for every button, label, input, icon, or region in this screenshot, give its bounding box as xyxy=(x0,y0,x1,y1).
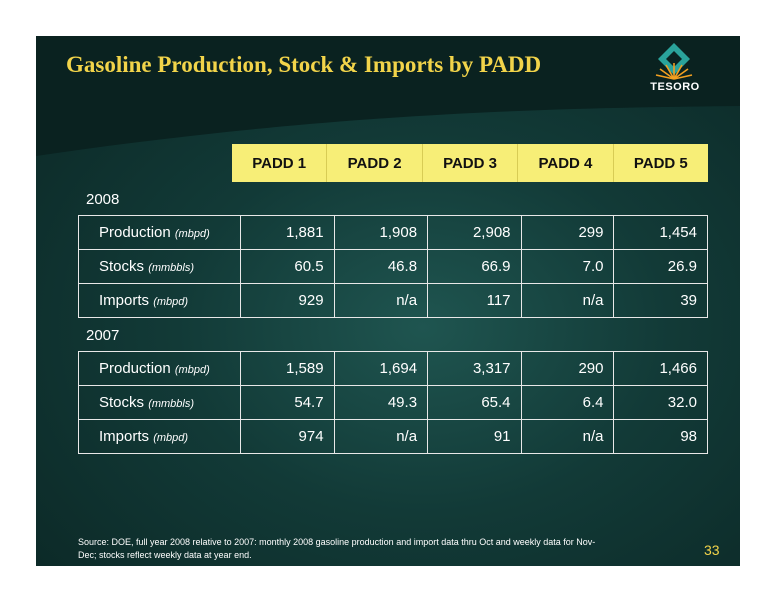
table-cell: 1,454 xyxy=(614,216,708,250)
table-cell: 6.4 xyxy=(521,386,614,420)
row-label xyxy=(79,420,241,454)
table-cell: 32.0 xyxy=(614,386,708,420)
row-unit: (mbpd) xyxy=(174,364,210,376)
table-cell: 54.7 xyxy=(241,386,334,420)
slide xyxy=(36,36,740,566)
table-cell: 91 xyxy=(428,420,521,454)
table-cell: 46.8 xyxy=(334,250,427,284)
table-cell: 1,589 xyxy=(241,352,334,386)
table-cell: n/a xyxy=(334,420,427,454)
table-row xyxy=(79,420,708,454)
table-cell: 1,694 xyxy=(334,352,427,386)
source-note: Source: DOE, full year 2008 relative to 2007: monthly 2008 gasoline production and import data thru Oct and weekly data for Nov-Dec; stocks reflect weekly data at year end. xyxy=(78,537,596,560)
table-cell: 1,466 xyxy=(614,352,708,386)
table-cell: 26.9 xyxy=(614,250,708,284)
row-label-text: Stocks xyxy=(99,258,145,275)
row-unit: (mbpd) xyxy=(153,296,189,308)
table-cell: 1,908 xyxy=(334,216,427,250)
year-label: 2007 xyxy=(86,327,120,344)
table-row xyxy=(79,216,708,250)
table-row xyxy=(79,284,708,318)
column-header: PADD 3 xyxy=(422,144,517,182)
row-label xyxy=(79,284,241,318)
row-label-text: Stocks xyxy=(99,394,145,411)
table-cell: 1,881 xyxy=(241,216,334,250)
column-header: PADD 5 xyxy=(613,144,708,182)
data-table-2007 xyxy=(78,351,708,454)
table-cell: n/a xyxy=(521,420,614,454)
year-label: 2008 xyxy=(86,191,120,208)
table-cell: n/a xyxy=(334,284,427,318)
table-row xyxy=(79,352,708,386)
row-label-text: Production xyxy=(99,360,171,377)
column-header: PADD 4 xyxy=(517,144,612,182)
row-label xyxy=(79,352,241,386)
table-cell: 299 xyxy=(521,216,614,250)
table-cell: 49.3 xyxy=(334,386,427,420)
row-label xyxy=(79,250,241,284)
row-label-text: Production xyxy=(99,224,171,241)
row-unit: (mbpd) xyxy=(174,228,210,240)
table-row xyxy=(79,250,708,284)
row-label-text: Imports xyxy=(99,428,150,445)
table-cell: 39 xyxy=(614,284,708,318)
table-row xyxy=(79,386,708,420)
row-unit: (mmbbls) xyxy=(148,398,195,410)
table-cell: 60.5 xyxy=(241,250,334,284)
row-label xyxy=(79,216,241,250)
row-unit: (mmbbls) xyxy=(148,262,195,274)
table-cell: 290 xyxy=(521,352,614,386)
table-cell: 65.4 xyxy=(428,386,521,420)
page-number: 33 xyxy=(704,542,720,558)
row-label-text: Imports xyxy=(99,292,150,309)
slide-title: Gasoline Production, Stock & Imports by PADD xyxy=(66,52,542,77)
table-cell: 929 xyxy=(241,284,334,318)
table-cell: 3,317 xyxy=(428,352,521,386)
column-header: PADD 1 xyxy=(252,154,307,172)
table-cell: 7.0 xyxy=(521,250,614,284)
logo-text: TESORO xyxy=(650,81,700,93)
data-table-2008 xyxy=(78,215,708,318)
row-label xyxy=(79,386,241,420)
table-cell: 2,908 xyxy=(428,216,521,250)
table-cell: n/a xyxy=(521,284,614,318)
table-cell: 974 xyxy=(241,420,334,454)
column-header-row xyxy=(232,144,708,182)
table-cell: 117 xyxy=(428,284,521,318)
row-unit: (mbpd) xyxy=(153,432,189,444)
table-cell: 98 xyxy=(614,420,708,454)
table-cell: 66.9 xyxy=(428,250,521,284)
column-header: PADD 2 xyxy=(326,144,421,182)
